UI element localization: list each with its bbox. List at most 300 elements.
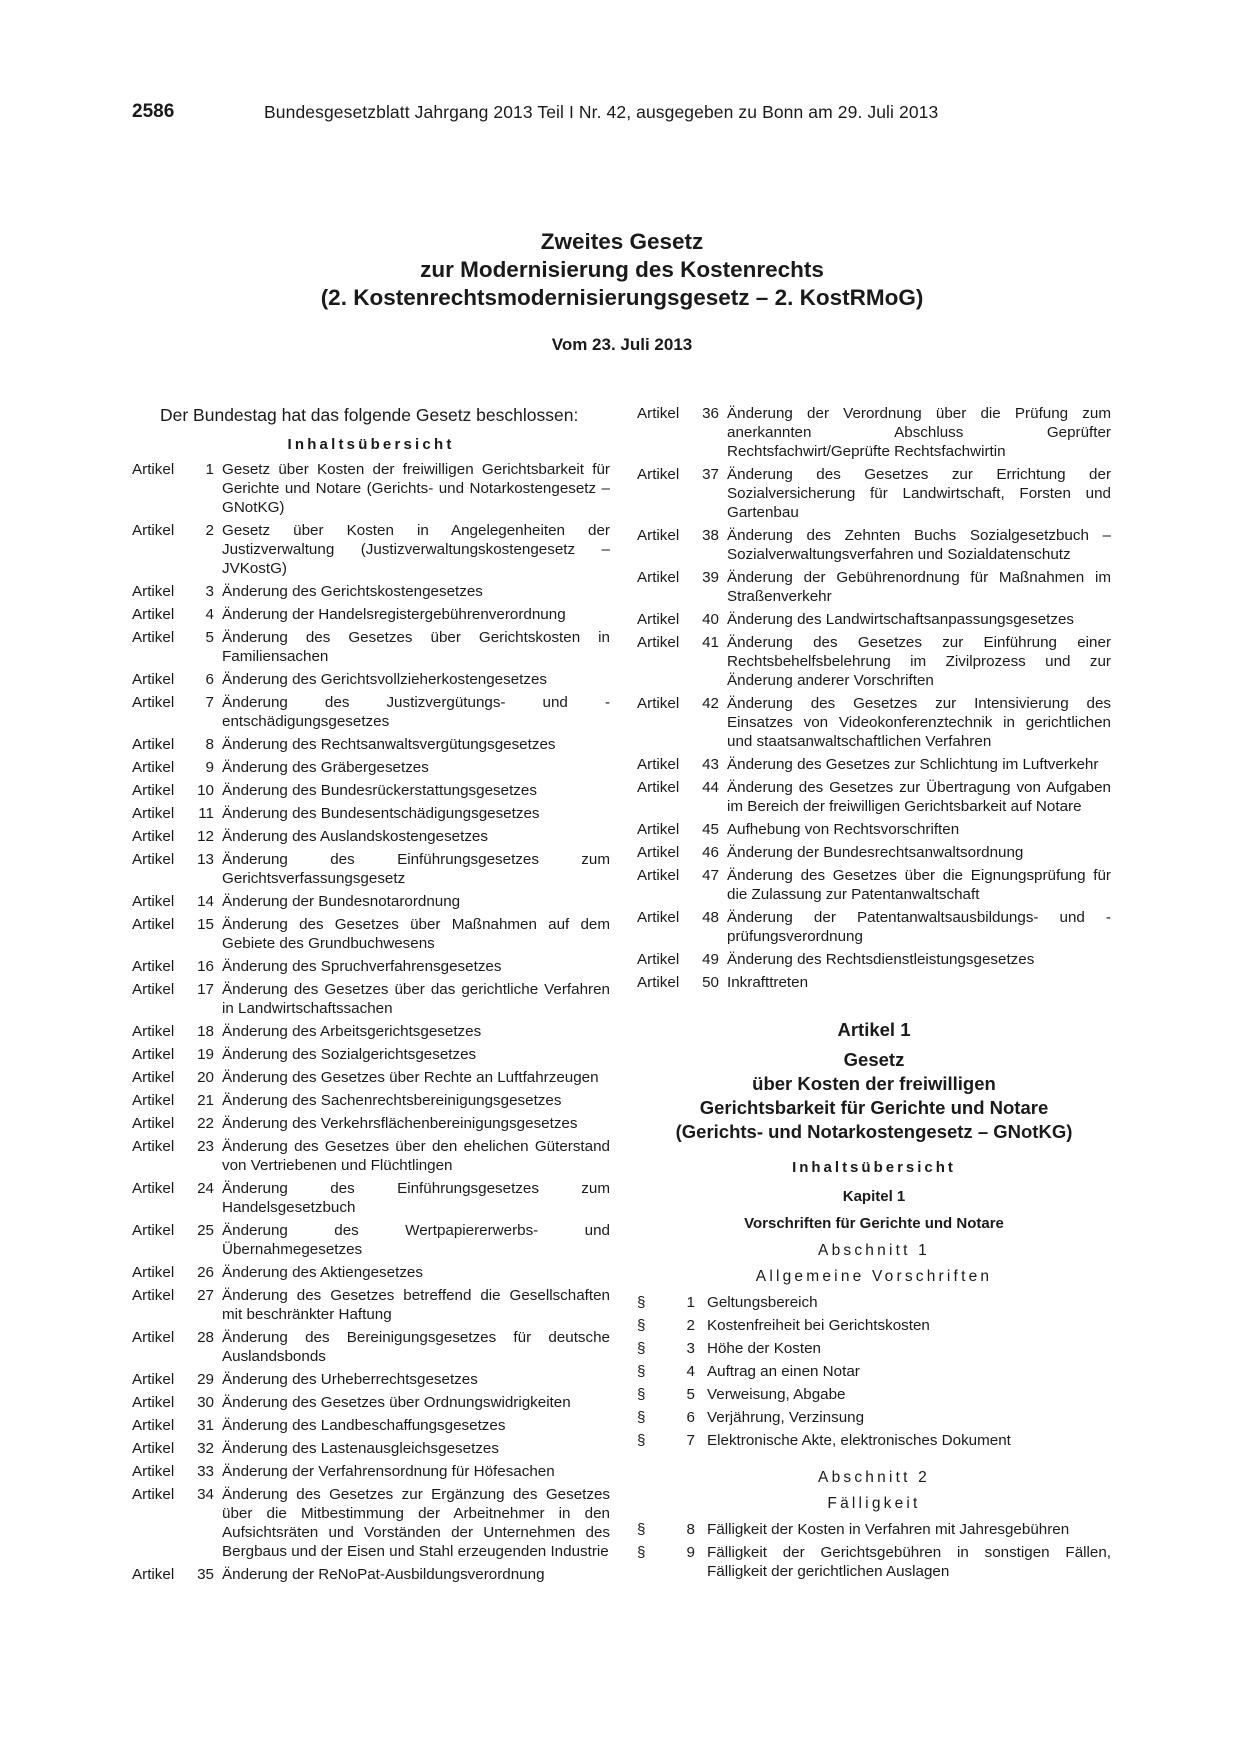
toc-entry [637, 843, 1111, 862]
article-title: Änderung des Aktiengesetzes [222, 1264, 423, 1281]
toc-list-right [637, 404, 1111, 992]
article-1-toc-heading: Inhaltsübersicht [792, 1159, 956, 1176]
toc-entry-label [132, 460, 222, 517]
toc-entry-label [132, 693, 222, 731]
toc-entry [132, 1328, 610, 1366]
article-word: Artikel [132, 1180, 175, 1197]
article-title: Änderung des Bereinigungsgesetzes für deutsche Auslandsbonds [222, 1329, 610, 1365]
toc-entry [132, 605, 610, 624]
paragraph-number: 1 [686, 1294, 695, 1311]
article-title: Änderung des Arbeitsgerichtsgesetzes [222, 1023, 482, 1040]
toc-entry-label [637, 568, 727, 606]
paragraph-title: Fälligkeit der Gerichtsgebühren in sonstigen Fällen, Fälligkeit der gerichtlichen Auslagen [707, 1544, 1111, 1580]
left-column [132, 404, 610, 1588]
article-number: 27 [197, 1287, 214, 1304]
paragraph-title: Geltungsbereich [707, 1294, 818, 1311]
toc-entry-label [637, 755, 727, 774]
article-title: Änderung des Landwirtschaftsanpassungsgesetzes [727, 611, 1075, 628]
article-word: Artikel [132, 1069, 175, 1086]
right-column [637, 404, 1111, 1585]
article-word: Artikel [132, 805, 175, 822]
toc-entry [637, 820, 1111, 839]
toc-entry [132, 1022, 610, 1041]
article-title: Änderung des Gräbergesetzes [222, 759, 429, 776]
article-word: Artikel [132, 958, 175, 975]
article-word: Artikel [132, 629, 175, 646]
paragraph-entry [637, 1543, 1111, 1581]
article-word: Artikel [132, 606, 175, 623]
article-title: Änderung der Bundesnotarordnung [222, 893, 461, 910]
paragraph-entry [637, 1293, 1111, 1312]
toc-entry-label [132, 915, 222, 953]
toc-entry-label [637, 633, 727, 690]
article-word: Artikel [132, 522, 175, 539]
toc-entry-label [132, 980, 222, 1018]
article-number: 45 [702, 821, 719, 838]
article-word: Artikel [637, 611, 680, 628]
article-title: Inkrafttreten [727, 974, 809, 991]
article-number: 44 [702, 779, 719, 796]
toc-entry-label [132, 1068, 222, 1087]
article-number: 2 [205, 522, 214, 539]
toc-entry [132, 850, 610, 888]
toc-entry-label [132, 781, 222, 800]
paragraph-number: 5 [686, 1386, 695, 1403]
article-word: Artikel [637, 867, 680, 884]
toc-entry [132, 1416, 610, 1435]
toc-entry-label [132, 804, 222, 823]
toc-entry [132, 1370, 610, 1389]
paragraph-title: Höhe der Kosten [707, 1340, 821, 1357]
toc-entry [132, 670, 610, 689]
article-title: Änderung des Gesetzes zur Intensivierung des Einsatzes von Videokonferenztechnik in gerichtlichen und staatsanwaltschaftlichen Verfahren [727, 695, 1111, 750]
toc-entry [132, 1565, 610, 1584]
paragraph-entry [637, 1385, 1111, 1404]
article-1-heading: Artikel 1 [837, 1019, 911, 1040]
article-title: Änderung des Lastenausgleichsgesetzes [222, 1440, 499, 1457]
paragraph-entry [637, 1362, 1111, 1381]
toc-entry [132, 582, 610, 601]
article-word: Artikel [132, 851, 175, 868]
toc-entry [637, 950, 1111, 969]
article-word: Artikel [637, 466, 680, 483]
article-title: Änderung des Urheberrechtsgesetzes [222, 1371, 478, 1388]
paragraph-entry [637, 1408, 1111, 1427]
article-title: Änderung der ReNoPat-Ausbildungsverordnung [222, 1566, 545, 1583]
toc-entry [637, 973, 1111, 992]
article-title: Änderung des Gesetzes zur Einführung einer Rechtsbehelfsbelehrung im Zivilprozess und zur Änderung anderer Vorschriften [727, 634, 1111, 689]
article-number: 10 [197, 782, 214, 799]
article-title: Änderung der Patentanwaltsausbildungs- und -prüfungsverordnung [727, 909, 1111, 945]
article-number: 20 [197, 1069, 214, 1086]
toc-entry-label [132, 1179, 222, 1217]
toc-entry-label [132, 758, 222, 777]
toc-entry [637, 866, 1111, 904]
paragraph-sign: § [637, 1317, 646, 1334]
article-word: Artikel [132, 916, 175, 933]
article-number: 38 [702, 527, 719, 544]
article-number: 5 [205, 629, 214, 646]
article-word: Artikel [132, 1287, 175, 1304]
toc-entry-label [132, 827, 222, 846]
paragraph-entry [637, 1316, 1111, 1335]
paragraph-sign: § [637, 1409, 646, 1426]
article-number: 46 [702, 844, 719, 861]
article-title: Änderung des Gesetzes über Ordnungswidrigkeiten [222, 1394, 571, 1411]
toc-entry-label [132, 1221, 222, 1259]
toc-entry-label [132, 605, 222, 624]
article-1-title-line-1: Gesetz [843, 1049, 905, 1070]
article-title: Änderung der Bundesrechtsanwaltsordnung [727, 844, 1024, 861]
toc-entry [132, 1263, 610, 1282]
article-title: Änderung des Gesetzes über Rechte an Luftfahrzeugen [222, 1069, 599, 1086]
paragraph-number: 6 [686, 1409, 695, 1426]
article-number: 41 [702, 634, 719, 651]
toc-entry [132, 804, 610, 823]
toc-entry [637, 755, 1111, 774]
article-1-title-line-2: über Kosten der freiwilligen [752, 1073, 996, 1094]
toc-entry-label [637, 908, 727, 946]
article-word: Artikel [132, 1222, 175, 1239]
toc-entry-label [637, 526, 727, 564]
article-number: 25 [197, 1222, 214, 1239]
intro-text: Der Bundestag hat das folgende Gesetz beschlossen: [160, 405, 579, 425]
article-title: Änderung des Rechtsanwaltsvergütungsgesetzes [222, 736, 556, 753]
toc-entry-label [132, 1485, 222, 1561]
article-word: Artikel [132, 828, 175, 845]
article-word: Artikel [132, 782, 175, 799]
article-number: 29 [197, 1371, 214, 1388]
article-number: 17 [197, 981, 214, 998]
article-number: 49 [702, 951, 719, 968]
article-title: Änderung des Gesetzes über den ehelichen Güterstand von Vertriebenen und Flüchtlingen [222, 1138, 610, 1174]
abschnitt-2-paragraph-list [637, 1520, 1111, 1581]
article-word: Artikel [132, 1371, 175, 1388]
abschnitt-1-heading: Abschnitt 1 [818, 1242, 930, 1259]
article-word: Artikel [637, 695, 680, 712]
article-word: Artikel [132, 1092, 175, 1109]
article-number: 34 [197, 1486, 214, 1503]
toc-entry [132, 628, 610, 666]
toc-entry [132, 521, 610, 578]
toc-entry [637, 568, 1111, 606]
toc-entry [132, 1179, 610, 1217]
toc-entry-label [132, 1114, 222, 1133]
title-line-2: zur Modernisierung des Kostenrechts [420, 257, 824, 282]
toc-entry-label [637, 778, 727, 816]
toc-entry-label [637, 465, 727, 522]
article-number: 35 [197, 1566, 214, 1583]
article-title: Änderung des Zehnten Buchs Sozialgesetzbuch – Sozialverwaltungsverfahren und Sozialdatenschutz [727, 527, 1111, 563]
article-number: 30 [197, 1394, 214, 1411]
toc-entry-label [637, 820, 727, 839]
paragraph-sign: § [637, 1294, 646, 1311]
toc-entry [132, 1045, 610, 1064]
paragraph-sign: § [637, 1521, 646, 1538]
toc-entry [132, 758, 610, 777]
toc-entry [637, 465, 1111, 522]
article-word: Artikel [132, 1329, 175, 1346]
article-title: Änderung des Bundesentschädigungsgesetzes [222, 805, 540, 822]
article-number: 31 [197, 1417, 214, 1434]
article-number: 6 [205, 671, 214, 688]
article-word: Artikel [132, 461, 175, 478]
article-title: Änderung des Gesetzes über Gerichtskosten in Familiensachen [222, 629, 610, 665]
toc-entry [132, 827, 610, 846]
toc-entry [132, 1485, 610, 1561]
article-number: 19 [197, 1046, 214, 1063]
toc-entry [132, 1114, 610, 1133]
toc-entry-label [132, 850, 222, 888]
toc-entry-label [132, 1137, 222, 1175]
paragraph-title: Auftrag an einen Notar [707, 1363, 860, 1380]
paragraph-sign: § [637, 1386, 646, 1403]
article-word: Artikel [637, 844, 680, 861]
toc-entry-label [132, 521, 222, 578]
toc-entry [132, 1091, 610, 1110]
toc-entry [637, 404, 1111, 461]
article-word: Artikel [132, 1264, 175, 1281]
article-number: 22 [197, 1115, 214, 1132]
toc-entry-label [132, 1416, 222, 1435]
kapitel-heading: Kapitel 1 [842, 1188, 906, 1205]
article-number: 11 [198, 805, 214, 822]
article-word: Artikel [132, 1046, 175, 1063]
article-number: 43 [702, 756, 719, 773]
article-number: 28 [197, 1329, 214, 1346]
article-number: 50 [702, 974, 719, 991]
article-number: 39 [702, 569, 719, 586]
paragraph-number: 3 [686, 1340, 695, 1357]
toc-entry [132, 980, 610, 1018]
toc-entry [637, 610, 1111, 629]
toc-entry-label [637, 404, 727, 461]
article-word: Artikel [132, 694, 175, 711]
article-title: Änderung des Gesetzes zur Schlichtung im Luftverkehr [727, 756, 1099, 773]
toc-entry [132, 781, 610, 800]
article-word: Artikel [132, 583, 175, 600]
toc-entry [132, 957, 610, 976]
toc-heading: Inhaltsübersicht [287, 436, 455, 453]
toc-entry-label [637, 866, 727, 904]
article-number: 47 [702, 867, 719, 884]
toc-entry [132, 460, 610, 517]
article-number: 42 [702, 695, 719, 712]
toc-entry [132, 735, 610, 754]
abschnitt-2-title: Fälligkeit [827, 1495, 921, 1512]
toc-entry [637, 908, 1111, 946]
article-word: Artikel [132, 671, 175, 688]
article-word: Artikel [637, 756, 680, 773]
article-title: Änderung der Handelsregistergebührenverordnung [222, 606, 566, 623]
toc-entry-label [132, 1022, 222, 1041]
article-word: Artikel [132, 1138, 175, 1155]
paragraph-title: Fälligkeit der Kosten in Verfahren mit Jahresgebühren [707, 1521, 1070, 1538]
article-number: 24 [197, 1180, 214, 1197]
article-word: Artikel [637, 527, 680, 544]
article-title: Änderung des Gesetzes betreffend die Gesellschaften mit beschränkter Haftung [222, 1287, 610, 1323]
article-number: 23 [197, 1138, 214, 1155]
toc-entry [132, 915, 610, 953]
article-word: Artikel [132, 1115, 175, 1132]
article-title: Änderung des Auslandskostengesetzes [222, 828, 488, 845]
article-number: 14 [197, 893, 214, 910]
toc-entry-label [132, 1565, 222, 1584]
article-number: 33 [197, 1463, 214, 1480]
toc-entry [132, 892, 610, 911]
article-word: Artikel [132, 759, 175, 776]
article-word: Artikel [637, 974, 680, 991]
article-number: 37 [702, 466, 719, 483]
article-title: Änderung des Verkehrsflächenbereinigungsgesetzes [222, 1115, 578, 1132]
article-title: Gesetz über Kosten in Angelegenheiten der Justizverwaltung (Justizverwaltungskostengesetz – JVKostG) [222, 522, 610, 577]
article-number: 15 [197, 916, 214, 933]
article-title: Änderung des Landbeschaffungsgesetzes [222, 1417, 506, 1434]
toc-entry-label [637, 950, 727, 969]
toc-entry-label [132, 1263, 222, 1282]
toc-entry-label [132, 582, 222, 601]
paragraph-entry [637, 1339, 1111, 1358]
article-word: Artikel [132, 1023, 175, 1040]
toc-entry-label [637, 610, 727, 629]
article-title: Änderung des Spruchverfahrensgesetzes [222, 958, 502, 975]
toc-entry-label [132, 892, 222, 911]
paragraph-sign: § [637, 1544, 646, 1561]
article-word: Artikel [637, 951, 680, 968]
toc-entry-label [132, 1045, 222, 1064]
article-word: Artikel [132, 1417, 175, 1434]
article-title: Änderung des Gesetzes zur Ergänzung des Gesetzes über die Mitbestimmung der Arbeitnehmer in den Aufsichtsräten und Vorständen der Unternehmen des Bergbaus und der Eisen und Stahl erzeugenden Industrie [222, 1486, 610, 1560]
toc-entry-label [132, 628, 222, 666]
article-number: 12 [197, 828, 214, 845]
toc-entry [637, 526, 1111, 564]
article-number: 1 [205, 461, 214, 478]
toc-entry-label [132, 1393, 222, 1412]
article-title: Änderung des Gesetzes über das gerichtliche Verfahren in Landwirtschaftssachen [222, 981, 610, 1017]
title-line-1: Zweites Gesetz [540, 229, 704, 254]
toc-entry [637, 694, 1111, 751]
article-number: 13 [197, 851, 214, 868]
toc-entry-label [132, 1328, 222, 1366]
article-word: Artikel [132, 1566, 175, 1583]
article-1-title-line-3: Gerichtsbarkeit für Gerichte und Notare [699, 1097, 1049, 1118]
article-title: Änderung der Verfahrensordnung für Höfesachen [222, 1463, 555, 1480]
paragraph-sign: § [637, 1340, 646, 1357]
article-number: 48 [702, 909, 719, 926]
paragraph-number: 9 [686, 1544, 695, 1561]
article-number: 18 [197, 1023, 214, 1040]
article-title: Änderung der Verordnung über die Prüfung zum anerkannten Abschluss Geprüfter Rechtsfachwirt/Geprüfte Rechtsfachwirtin [727, 405, 1111, 460]
article-title: Änderung des Gesetzes zur Errichtung der Sozialversicherung für Landwirtschaft, Forsten und Gartenbau [727, 466, 1111, 521]
paragraph-sign: § [637, 1363, 646, 1380]
article-number: 40 [702, 611, 719, 628]
toc-entry [637, 633, 1111, 690]
kapitel-title: Vorschriften für Gerichte und Notare [744, 1215, 1004, 1232]
paragraph-entry [637, 1431, 1111, 1450]
toc-entry-label [132, 1370, 222, 1389]
page-header [132, 101, 1112, 125]
title-line-3: (2. Kostenrechtsmodernisierungsgesetz – 2. KostRMoG) [320, 285, 924, 310]
law-date: Vom 23. Juli 2013 [551, 335, 693, 354]
toc-entry-label [132, 1091, 222, 1110]
toc-entry [637, 778, 1111, 816]
paragraph-title: Verweisung, Abgabe [707, 1386, 846, 1403]
toc-entry-label [637, 843, 727, 862]
article-title: Änderung des Bundesrückerstattungsgesetzes [222, 782, 537, 799]
article-title: Änderung des Gesetzes über Maßnahmen auf dem Gebiete des Grundbuchwesens [222, 916, 610, 952]
paragraph-entry [637, 1520, 1111, 1539]
toc-entry-label [132, 1439, 222, 1458]
article-title: Änderung des Einführungsgesetzes zum Gerichtsverfassungsgesetz [222, 851, 610, 887]
toc-entry [132, 1462, 610, 1481]
article-number: 3 [205, 583, 214, 600]
article-word: Artikel [637, 634, 680, 651]
article-title: Aufhebung von Rechtsvorschriften [727, 821, 960, 838]
toc-entry-label [637, 973, 727, 992]
article-number: 8 [205, 736, 214, 753]
toc-entry-label [132, 1286, 222, 1324]
running-title: Bundesgesetzblatt Jahrgang 2013 Teil I Nr. 42, ausgegeben zu Bonn am 29. Juli 2013 [264, 102, 939, 122]
paragraph-sign: § [637, 1432, 646, 1449]
article-word: Artikel [637, 779, 680, 796]
article-number: 4 [205, 606, 214, 623]
paragraph-number: 4 [686, 1363, 695, 1380]
article-number: 36 [702, 405, 719, 422]
paragraph-number: 7 [686, 1432, 695, 1449]
article-title: Änderung des Gesetzes zur Übertragung von Aufgaben im Bereich der freiwilligen Gerichtsbarkeit auf Notare [727, 779, 1111, 815]
article-word: Artikel [132, 1486, 175, 1503]
paragraph-title: Elektronische Akte, elektronisches Dokument [707, 1432, 1011, 1449]
paragraph-title: Kostenfreiheit bei Gerichtskosten [707, 1317, 930, 1334]
toc-list-left [132, 460, 610, 1584]
toc-entry [132, 1439, 610, 1458]
article-word: Artikel [132, 736, 175, 753]
abschnitt-1-paragraph-list [637, 1293, 1111, 1450]
article-number: 7 [205, 694, 214, 711]
article-word: Artikel [637, 909, 680, 926]
article-word: Artikel [132, 893, 175, 910]
abschnitt-2-heading: Abschnitt 2 [818, 1469, 930, 1486]
article-title: Gesetz über Kosten der freiwilligen Gerichtsbarkeit für Gerichte und Notare (Gerichts- und Notarkostengesetz – GNotKG) [222, 461, 610, 516]
article-title: Änderung der Gebührenordnung für Maßnahmen im Straßenverkehr [727, 569, 1111, 605]
article-word: Artikel [637, 821, 680, 838]
toc-entry-label [132, 957, 222, 976]
article-number: 21 [197, 1092, 214, 1109]
article-title: Änderung des Sachenrechtsbereinigungsgesetzes [222, 1092, 562, 1109]
article-number: 16 [197, 958, 214, 975]
abschnitt-1-title: Allgemeine Vorschriften [755, 1268, 993, 1285]
article-number: 32 [197, 1440, 214, 1457]
article-word: Artikel [637, 405, 680, 422]
article-title: Änderung des Wertpapiererwerbs- und Übernahmegesetzes [222, 1222, 610, 1258]
article-title: Änderung des Einführungsgesetzes zum Handelsgesetzbuch [222, 1180, 610, 1216]
toc-entry-label [637, 694, 727, 751]
article-title: Änderung des Sozialgerichtsgesetzes [222, 1046, 477, 1063]
toc-entry [132, 1393, 610, 1412]
article-title: Änderung des Gerichtsvollzieherkostengesetzes [222, 671, 548, 688]
article-title: Änderung des Gerichtskostengesetzes [222, 583, 483, 600]
toc-entry [132, 1221, 610, 1259]
article-title: Änderung des Rechtsdienstleistungsgesetzes [727, 951, 1035, 968]
law-title [132, 228, 1112, 312]
article-word: Artikel [637, 569, 680, 586]
toc-entry [132, 1068, 610, 1087]
paragraph-number: 2 [686, 1317, 695, 1334]
paragraph-title: Verjährung, Verzinsung [707, 1409, 865, 1426]
article-title: Änderung des Gesetzes über die Eignungsprüfung für die Zulassung zur Patentanwaltschaft [727, 867, 1111, 903]
toc-entry-label [132, 1462, 222, 1481]
article-number: 26 [197, 1264, 214, 1281]
